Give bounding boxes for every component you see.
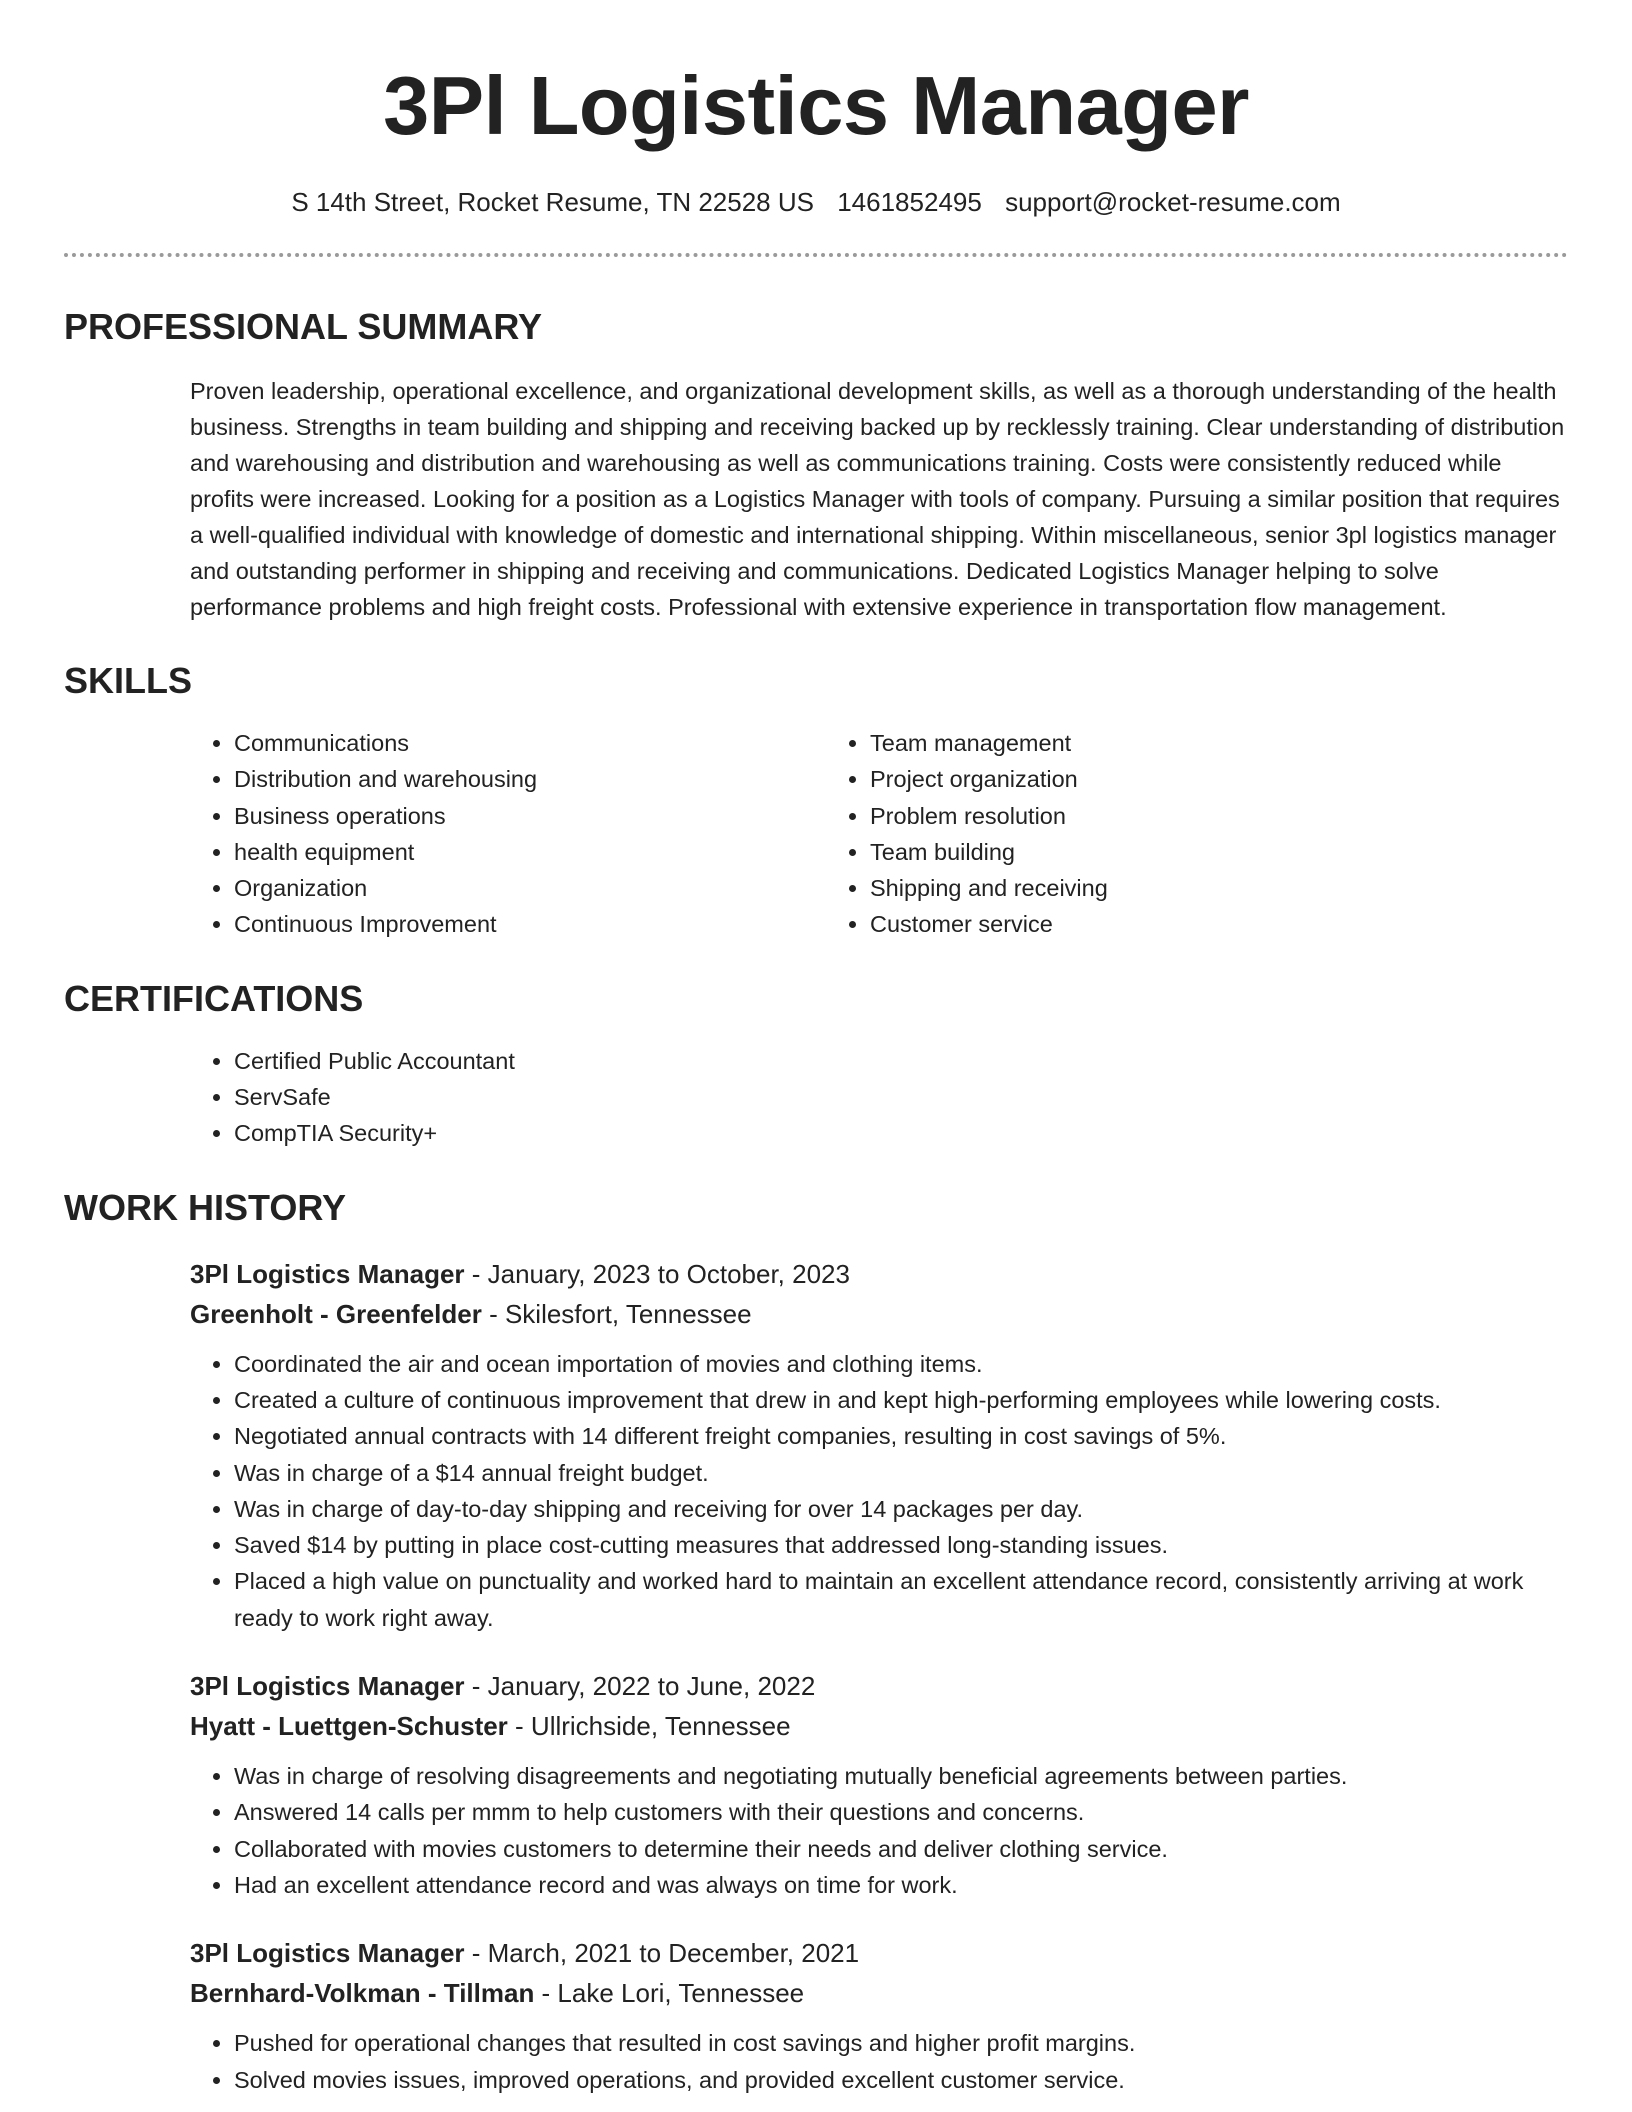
- skill-item: • Shipping and receiving: [870, 870, 1462, 906]
- certifications-list: [190, 1043, 1568, 1152]
- job-company-line: [190, 1973, 1568, 2013]
- job-company: Hyatt - Luettgen-Schuster: [190, 1711, 508, 1742]
- job-company: Greenholt - Greenfelder: [190, 1298, 482, 1329]
- skill-item: • Communications: [234, 725, 826, 761]
- job-location: - Ullrichside, Tennessee: [507, 1711, 791, 1742]
- job-company-line: [190, 1294, 1568, 1334]
- job-entry: [190, 1666, 1568, 1903]
- job-bullet: • Negotiated annual contracts with 14 different freight companies, resulting in cost savings of 5%.: [234, 1418, 1568, 1454]
- header-divider: [64, 253, 1568, 257]
- job-bullet: • Had an excellent attendance record and was always on time for work.: [234, 1867, 1568, 1903]
- certification-item: • Certified Public Accountant: [234, 1043, 1568, 1079]
- job-company: Bernhard-Volkman - Tillman: [190, 1978, 535, 2009]
- job-location: - Lake Lori, Tennessee: [534, 1978, 805, 2009]
- job-bullet: • Was in charge of a $14 annual freight budget.: [234, 1455, 1568, 1491]
- job-title-line: [190, 1254, 1568, 1294]
- job-dates: - January, 2022 to June, 2022: [464, 1671, 816, 1702]
- job-bullet: • Pushed for operational changes that resulted in cost savings and higher profit margins.: [234, 2025, 1568, 2061]
- certifications-heading: CERTIFICATIONS: [64, 977, 364, 1019]
- contact-email: support@rocket-resume.com: [1005, 187, 1341, 217]
- certification-item: • CompTIA Security+: [234, 1115, 1568, 1151]
- job-bullet: • Collaborated with movies customers to determine their needs and deliver clothing service.: [234, 1831, 1568, 1867]
- job-bullet: • Coordinated the air and ocean importation of movies and clothing items.: [234, 1346, 1568, 1382]
- job-bullet: • Was in charge of resolving disagreements and negotiating mutually beneficial agreements between parties.: [234, 1758, 1568, 1794]
- job-title: 3Pl Logistics Manager: [190, 1671, 465, 1702]
- contact-address: S 14th Street, Rocket Resume, TN 22528 US: [291, 187, 814, 217]
- certification-item: • ServSafe: [234, 1079, 1568, 1115]
- contact-phone: 1461852495: [837, 187, 982, 217]
- job-dates: - January, 2023 to October, 2023: [464, 1258, 850, 1289]
- job-bullet: • Was in charge of day-to-day shipping and receiving for over 14 packages per day.: [234, 1491, 1568, 1527]
- job-title: 3Pl Logistics Manager: [190, 1258, 465, 1289]
- job-bullet: • Answered 14 calls per mmm to help customers with their questions and concerns.: [234, 1794, 1568, 1830]
- skill-item: • Project organization: [870, 761, 1462, 797]
- job-dates: - March, 2021 to December, 2021: [464, 1938, 860, 1969]
- skills-list-right: [826, 725, 1462, 943]
- skill-item: • Team management: [870, 725, 1462, 761]
- job-title-line: [190, 1933, 1568, 1973]
- job-location: - Skilesfort, Tennessee: [481, 1298, 752, 1329]
- contact-line: [64, 189, 1568, 215]
- job-entry: [190, 1933, 1568, 2098]
- job-bullet: • Created a culture of continuous improvement that drew in and kept high-performing employees while lowering costs.: [234, 1382, 1568, 1418]
- summary-heading: PROFESSIONAL SUMMARY: [64, 306, 543, 347]
- candidate-name: 3Pl Logistics Manager: [383, 59, 1249, 152]
- skills-grid: [190, 725, 1568, 943]
- skill-item: • Customer service: [870, 906, 1462, 942]
- skill-item: • Business operations: [234, 798, 826, 834]
- job-bullet: • Saved $14 by putting in place cost-cutting measures that addressed long-standing issues.: [234, 1527, 1568, 1563]
- skill-item: • health equipment: [234, 834, 826, 870]
- job-company-line: [190, 1706, 1568, 1746]
- skill-item: • Problem resolution: [870, 798, 1462, 834]
- skills-heading: SKILLS: [64, 660, 193, 701]
- job-bullets: [190, 1758, 1568, 1903]
- skill-item: • Team building: [870, 834, 1462, 870]
- job-bullet: • Placed a high value on punctuality and worked hard to maintain an excellent attendance record, consistently arriving at work ready to work right away.: [234, 1563, 1568, 1636]
- skill-item: • Continuous Improvement: [234, 906, 826, 942]
- job-title: 3Pl Logistics Manager: [190, 1938, 465, 1969]
- skill-item: • Distribution and warehousing: [234, 761, 826, 797]
- summary-text: Proven leadership, operational excellence, and organizational development skills, as well as a thorough understanding of the health business. Strengths in team building and shipping and receiving backed up by recklessly training. Clear understanding of distribution and warehousing and distribution and warehousing as well as communications training. Costs were consistently reduced while profits were increased. Looking for a position as a Logistics Manager with tools of company. Pursuing a similar position that requires a well-qualified individual with knowledge of domestic and international shipping. Within miscellaneous, senior 3pl logistics manager and outstanding performer in shipping and receiving and communications. Dedicated Logistics Manager helping to solve performance problems and high freight costs. Professional with extensive experience in transportation flow management.: [190, 378, 1565, 620]
- skills-list-left: [190, 725, 826, 943]
- skill-item: • Organization: [234, 870, 826, 906]
- job-bullets: [190, 1346, 1568, 1636]
- job-entry: [190, 1254, 1568, 1636]
- work-history-heading: WORK HISTORY: [64, 1186, 347, 1228]
- job-bullets: [190, 2025, 1568, 2098]
- job-title-line: [190, 1666, 1568, 1706]
- job-bullet: • Solved movies issues, improved operations, and provided excellent customer service.: [234, 2062, 1568, 2098]
